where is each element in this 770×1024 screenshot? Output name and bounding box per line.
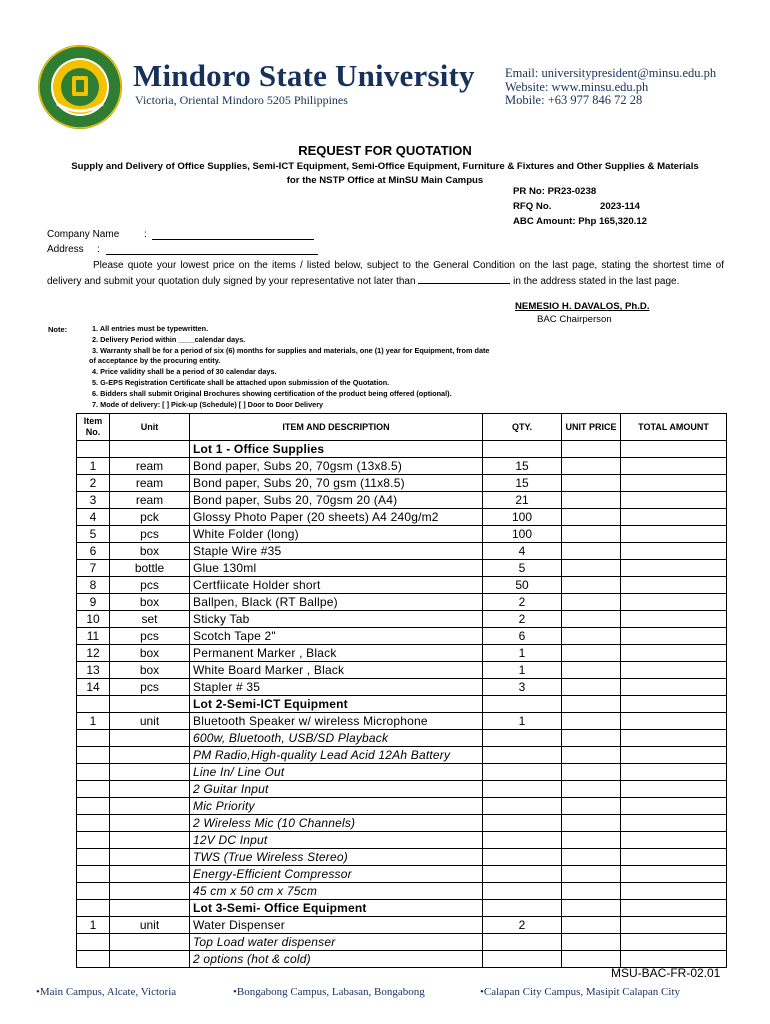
qty-cell: 2	[483, 917, 562, 934]
unit-price-cell[interactable]	[562, 730, 621, 747]
description-cell: Bond paper, Subs 20, 70gsm (13x8.5)	[190, 458, 483, 475]
unit-cell	[110, 764, 190, 781]
unit-price-cell[interactable]	[562, 679, 621, 696]
total-amount-cell[interactable]	[621, 747, 727, 764]
unit-price-cell[interactable]	[562, 832, 621, 849]
rfq-number	[513, 201, 653, 212]
description-cell: Top Load water dispenser	[190, 934, 483, 951]
unit-cell	[110, 832, 190, 849]
unit-price-cell[interactable]	[562, 577, 621, 594]
total-amount-cell[interactable]	[621, 951, 727, 968]
qty-cell: 4	[483, 543, 562, 560]
item-no-cell	[77, 730, 110, 747]
qty-cell	[483, 883, 562, 900]
total-amount-cell[interactable]	[621, 849, 727, 866]
total-amount-cell[interactable]	[621, 900, 727, 917]
qty-cell	[483, 441, 562, 458]
item-no-cell	[77, 781, 110, 798]
item-no-cell	[77, 849, 110, 866]
description-cell: Ballpen, Black (RT Ballpe)	[190, 594, 483, 611]
unit-price-cell[interactable]	[562, 781, 621, 798]
unit-price-cell[interactable]	[562, 696, 621, 713]
unit-cell	[110, 934, 190, 951]
description-cell: Line In/ Line Out	[190, 764, 483, 781]
header-unit-price: UNIT PRICE	[562, 414, 621, 441]
table-row	[77, 543, 727, 560]
description-cell: White Board Marker , Black	[190, 662, 483, 679]
unit-cell: unit	[110, 917, 190, 934]
table-row	[77, 628, 727, 645]
item-no-cell: 7	[77, 560, 110, 577]
footer-campus-calapan: •Calapan City Campus, Masipit Calapan City	[480, 986, 680, 998]
total-amount-cell[interactable]	[621, 866, 727, 883]
description-cell: Scotch Tape 2"	[190, 628, 483, 645]
contact-website: Website: www.minsu.edu.ph	[505, 80, 649, 94]
note-item: 2. Delivery Period within ____calendar days.	[92, 334, 246, 344]
qty-cell	[483, 900, 562, 917]
table-row	[77, 781, 727, 798]
table-row	[77, 441, 727, 458]
table-row	[77, 560, 727, 577]
description-cell: Glue 130ml	[190, 560, 483, 577]
table-row	[77, 679, 727, 696]
description-cell: 45 cm x 50 cm x 75cm	[190, 883, 483, 900]
unit-price-cell[interactable]	[562, 662, 621, 679]
note-item: 5. G-EPS Registration Certificate shall be attached upon submission of the Quotation.	[92, 377, 390, 387]
total-amount-cell[interactable]	[621, 526, 727, 543]
total-amount-cell[interactable]	[621, 577, 727, 594]
table-row	[77, 900, 727, 917]
note-item: 7. Mode of delivery: [ ] Pick-up (Schedule) [ ] Door to Door Delivery	[92, 399, 324, 409]
table-row	[77, 696, 727, 713]
qty-cell: 100	[483, 509, 562, 526]
description-cell: Bond paper, Subs 20, 70 gsm (11x8.5)	[190, 475, 483, 492]
total-amount-cell[interactable]	[621, 560, 727, 577]
qty-cell: 15	[483, 475, 562, 492]
table-row	[77, 798, 727, 815]
unit-price-cell[interactable]	[562, 917, 621, 934]
table-row	[77, 951, 727, 968]
unit-price-cell[interactable]	[562, 883, 621, 900]
description-cell: Energy-Efficient Compressor	[190, 866, 483, 883]
table-row	[77, 492, 727, 509]
qty-cell: 6	[483, 628, 562, 645]
note-item: 3. Warranty shall be for a period of six (6) months for supplies and materials, one (1) year for Equipment, from date	[92, 345, 490, 355]
item-no-cell: 1	[77, 713, 110, 730]
note-item: of acceptance by the procuring entity.	[89, 356, 221, 366]
unit-price-cell[interactable]	[562, 900, 621, 917]
description-cell: 12V DC Input	[190, 832, 483, 849]
item-no-cell	[77, 764, 110, 781]
item-no-cell	[77, 951, 110, 968]
header-unit: Unit	[110, 414, 190, 441]
unit-price-cell[interactable]	[562, 560, 621, 577]
footer-campus-main: •Main Campus, Alcate, Victoria	[36, 986, 177, 998]
qty-cell: 1	[483, 662, 562, 679]
address-colon: :	[97, 244, 100, 255]
unit-cell	[110, 849, 190, 866]
unit-price-cell[interactable]	[562, 492, 621, 509]
document-subtitle	[40, 160, 730, 188]
qty-cell	[483, 866, 562, 883]
unit-cell: pcs	[110, 628, 190, 645]
table-row	[77, 475, 727, 492]
total-amount-cell[interactable]	[621, 713, 727, 730]
header-total-amount: TOTAL AMOUNT	[621, 414, 727, 441]
item-no-cell: 10	[77, 611, 110, 628]
contact-mobile: Mobile: +63 977 846 72 28	[505, 93, 643, 107]
unit-price-cell[interactable]	[562, 441, 621, 458]
table-row	[77, 645, 727, 662]
description-cell: Bond paper, Subs 20, 70gsm 20 (A4)	[190, 492, 483, 509]
description-cell: Stapler # 35	[190, 679, 483, 696]
table-row	[77, 662, 727, 679]
table-row	[77, 866, 727, 883]
table-row	[77, 764, 727, 781]
item-no-cell	[77, 883, 110, 900]
description-cell: PM Radio,High-quality Lead Acid 12Ah Battery	[190, 747, 483, 764]
item-no-cell: 13	[77, 662, 110, 679]
total-amount-cell[interactable]	[621, 628, 727, 645]
total-amount-cell[interactable]	[621, 764, 727, 781]
description-cell: TWS (True Wireless Stereo)	[190, 849, 483, 866]
qty-cell: 100	[483, 526, 562, 543]
qty-cell: 21	[483, 492, 562, 509]
description-cell: Lot 2-Semi-ICT Equipment	[190, 696, 483, 713]
qty-cell	[483, 781, 562, 798]
qty-cell: 1	[483, 645, 562, 662]
unit-cell: ream	[110, 492, 190, 509]
unit-price-cell[interactable]	[562, 798, 621, 815]
table-row	[77, 509, 727, 526]
deadline-blank[interactable]	[418, 274, 510, 284]
description-cell: Staple Wire #35	[190, 543, 483, 560]
unit-cell	[110, 696, 190, 713]
table-row	[77, 594, 727, 611]
table-row	[77, 849, 727, 866]
description-cell: Glossy Photo Paper (20 sheets) A4 240g/m2	[190, 509, 483, 526]
notes-list	[89, 324, 542, 410]
qty-cell	[483, 951, 562, 968]
table-row	[77, 883, 727, 900]
total-amount-cell[interactable]	[621, 781, 727, 798]
note-item: 6. Bidders shall submit Original Brochures showing certification of the product being offered (optional).	[92, 388, 452, 398]
footer-campus-bongabong: •Bongabong Campus, Labasan, Bongabong	[233, 986, 425, 998]
item-no-cell: 2	[77, 475, 110, 492]
total-amount-cell[interactable]	[621, 696, 727, 713]
unit-cell: box	[110, 543, 190, 560]
unit-price-cell[interactable]	[562, 509, 621, 526]
unit-cell	[110, 781, 190, 798]
unit-price-cell[interactable]	[562, 543, 621, 560]
description-cell: Permanent Marker , Black	[190, 645, 483, 662]
description-cell: Sticky Tab	[190, 611, 483, 628]
items-table-body	[77, 441, 727, 968]
qty-cell: 1	[483, 713, 562, 730]
qty-cell	[483, 849, 562, 866]
total-amount-cell[interactable]	[621, 475, 727, 492]
item-no-cell	[77, 798, 110, 815]
note-label: Note:	[48, 325, 68, 334]
pr-number: PR No: PR23-0238	[513, 186, 597, 197]
table-header-row	[77, 414, 727, 441]
total-amount-cell[interactable]	[621, 662, 727, 679]
qty-cell: 2	[483, 611, 562, 628]
unit-price-cell[interactable]	[562, 611, 621, 628]
item-no-cell	[77, 815, 110, 832]
item-no-cell: 6	[77, 543, 110, 560]
qty-cell: 2	[483, 594, 562, 611]
unit-cell	[110, 951, 190, 968]
total-amount-cell[interactable]	[621, 917, 727, 934]
unit-cell	[110, 730, 190, 747]
table-row	[77, 577, 727, 594]
unit-price-cell[interactable]	[562, 628, 621, 645]
item-no-cell	[77, 441, 110, 458]
table-row	[77, 611, 727, 628]
unit-price-cell[interactable]	[562, 934, 621, 951]
item-no-cell: 12	[77, 645, 110, 662]
company-name-colon: :	[144, 229, 147, 240]
qty-cell	[483, 747, 562, 764]
unit-cell: pck	[110, 509, 190, 526]
university-name: Mindoro State University	[133, 58, 475, 93]
subtitle-line-1: Supply and Delivery of Office Supplies, Semi-ICT Equipment, Semi-Office Equipment, Furniture & Fixtures and Other Supplies & Materials	[71, 161, 699, 172]
unit-price-cell[interactable]	[562, 764, 621, 781]
total-amount-cell[interactable]	[621, 832, 727, 849]
table-row	[77, 713, 727, 730]
item-no-cell	[77, 900, 110, 917]
address-field[interactable]	[106, 254, 318, 255]
item-no-cell: 8	[77, 577, 110, 594]
description-cell: 2 options (hot & cold)	[190, 951, 483, 968]
description-cell: Mic Priority	[190, 798, 483, 815]
item-no-cell	[77, 866, 110, 883]
table-row	[77, 832, 727, 849]
item-no-cell: 3	[77, 492, 110, 509]
unit-cell: pcs	[110, 526, 190, 543]
item-no-cell: 4	[77, 509, 110, 526]
unit-price-cell[interactable]	[562, 475, 621, 492]
table-row	[77, 917, 727, 934]
unit-cell: bottle	[110, 560, 190, 577]
unit-cell: unit	[110, 713, 190, 730]
unit-cell: box	[110, 662, 190, 679]
header-description: ITEM AND DESCRIPTION	[190, 414, 483, 441]
total-amount-cell[interactable]	[621, 441, 727, 458]
unit-price-cell[interactable]	[562, 951, 621, 968]
total-amount-cell[interactable]	[621, 594, 727, 611]
table-row	[77, 526, 727, 543]
qty-cell	[483, 764, 562, 781]
total-amount-cell[interactable]	[621, 458, 727, 475]
description-cell: Lot 1 - Office Supplies	[190, 441, 483, 458]
item-no-cell: 5	[77, 526, 110, 543]
item-no-cell: 1	[77, 917, 110, 934]
description-cell: Bluetooth Speaker w/ wireless Microphone	[190, 713, 483, 730]
total-amount-cell[interactable]	[621, 934, 727, 951]
description-cell: Lot 3-Semi- Office Equipment	[190, 900, 483, 917]
description-cell: 2 Guitar Input	[190, 781, 483, 798]
total-amount-cell[interactable]	[621, 492, 727, 509]
unit-price-cell[interactable]	[562, 526, 621, 543]
item-no-cell: 1	[77, 458, 110, 475]
unit-price-cell[interactable]	[562, 645, 621, 662]
qty-cell: 15	[483, 458, 562, 475]
unit-price-cell[interactable]	[562, 594, 621, 611]
total-amount-cell[interactable]	[621, 679, 727, 696]
unit-price-cell[interactable]	[562, 815, 621, 832]
company-name-label: Company Name	[47, 229, 120, 240]
table-row	[77, 730, 727, 747]
unit-cell: ream	[110, 458, 190, 475]
description-cell: 2 Wireless Mic (10 Channels)	[190, 815, 483, 832]
paragraph-text-2: in the address stated in the last page.	[513, 275, 680, 287]
header-item-no: Item No.	[77, 414, 110, 441]
unit-cell	[110, 883, 190, 900]
unit-price-cell[interactable]	[562, 866, 621, 883]
unit-price-cell[interactable]	[562, 849, 621, 866]
qty-cell: 3	[483, 679, 562, 696]
qty-cell: 5	[483, 560, 562, 577]
total-amount-cell[interactable]	[621, 543, 727, 560]
qty-cell	[483, 730, 562, 747]
abc-amount: ABC Amount: Php 165,320.12	[513, 216, 647, 227]
unit-cell	[110, 798, 190, 815]
unit-cell: ream	[110, 475, 190, 492]
total-amount-cell[interactable]	[621, 730, 727, 747]
qty-cell	[483, 815, 562, 832]
item-no-cell	[77, 934, 110, 951]
description-cell: Certfiicate Holder short	[190, 577, 483, 594]
item-no-cell: 11	[77, 628, 110, 645]
form-number: MSU-BAC-FR-02.01	[611, 966, 721, 980]
unit-price-cell[interactable]	[562, 713, 621, 730]
company-name-field[interactable]	[152, 239, 314, 240]
total-amount-cell[interactable]	[621, 815, 727, 832]
item-no-cell: 9	[77, 594, 110, 611]
qty-cell	[483, 798, 562, 815]
unit-price-cell[interactable]	[562, 458, 621, 475]
total-amount-cell[interactable]	[621, 798, 727, 815]
item-no-cell: 14	[77, 679, 110, 696]
items-table	[76, 413, 727, 968]
unit-cell: set	[110, 611, 190, 628]
total-amount-cell[interactable]	[621, 611, 727, 628]
header-qty: QTY.	[483, 414, 562, 441]
description-cell: Water Dispenser	[190, 917, 483, 934]
instruction-paragraph	[47, 259, 724, 289]
qty-cell: 50	[483, 577, 562, 594]
rfq-label: RFQ No.	[513, 201, 552, 212]
description-cell: 600w, Bluetooth, USB/SD Playback	[190, 730, 483, 747]
unit-cell: pcs	[110, 577, 190, 594]
unit-cell	[110, 441, 190, 458]
university-seal-logo	[37, 44, 123, 130]
table-row	[77, 747, 727, 764]
item-no-cell	[77, 696, 110, 713]
unit-cell	[110, 747, 190, 764]
total-amount-cell[interactable]	[621, 883, 727, 900]
university-address: Victoria, Oriental Mindoro 5205 Philippines	[135, 93, 348, 107]
table-row	[77, 458, 727, 475]
address-label: Address	[47, 244, 84, 255]
signatory-role: BAC Chairperson	[537, 314, 612, 325]
qty-cell	[483, 934, 562, 951]
note-item: 4. Price validity shall be a period of 30 calendar days.	[92, 367, 277, 377]
unit-cell	[110, 815, 190, 832]
qty-cell	[483, 832, 562, 849]
table-row	[77, 815, 727, 832]
unit-cell: box	[110, 594, 190, 611]
total-amount-cell[interactable]	[621, 645, 727, 662]
unit-cell: box	[110, 645, 190, 662]
qty-cell	[483, 696, 562, 713]
unit-cell	[110, 900, 190, 917]
description-cell: White Folder (long)	[190, 526, 483, 543]
paragraph-text-1: Please quote your lowest price on the items / listed below, subject to the General Condition on the last page, stating the shortest time of delivery and submit your quotation duly signed by your representative not later than	[47, 260, 724, 287]
contact-email: Email: universitypresident@minsu.edu.ph	[505, 66, 717, 80]
document-title: REQUEST FOR QUOTATION	[298, 143, 472, 158]
total-amount-cell[interactable]	[621, 509, 727, 526]
signatory-name: NEMESIO H. DAVALOS, Ph.D.	[515, 301, 650, 312]
unit-price-cell[interactable]	[562, 747, 621, 764]
table-row	[77, 934, 727, 951]
item-no-cell	[77, 832, 110, 849]
unit-cell	[110, 866, 190, 883]
note-item: 1. All entries must be typewritten.	[92, 324, 209, 333]
rfq-value: 2023-114	[600, 201, 641, 212]
subtitle-line-2: for the NSTP Office at MinSU Main Campus	[286, 175, 484, 186]
item-no-cell	[77, 747, 110, 764]
unit-cell: pcs	[110, 679, 190, 696]
